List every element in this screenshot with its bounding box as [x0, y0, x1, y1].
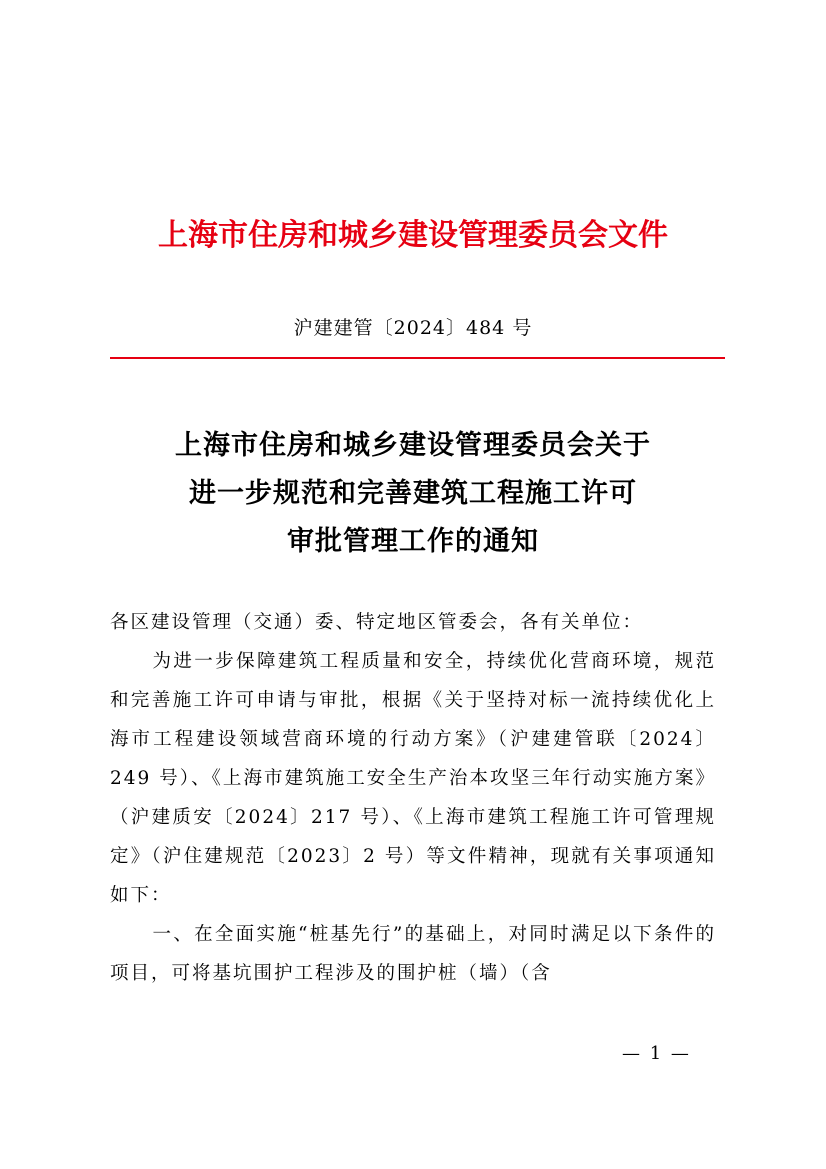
- body-paragraph-2: 一、在全面实施“桩基先行”的基础上，对同时满足以下条件的项目，可将基坑围护工程涉及的围护桩（墙）（含: [110, 924, 716, 984]
- title-line-1: 上海市住房和城乡建设管理委员会关于: [175, 430, 651, 461]
- salutation: 各区建设管理（交通）委、特定地区管委会，各有关单位：: [110, 612, 644, 633]
- document-body: [110, 603, 716, 993]
- document-masthead: 上海市住房和城乡建设管理委员会文件: [158, 218, 668, 253]
- page-number: — 1 —: [622, 1043, 691, 1064]
- body-paragraph-1: 为进一步保障建筑工程质量和安全，持续优化营商环境，规范和完善施工许可申请与审批，根据《关于坚持对标一流持续优化上海市工程建设领域营商环境的行动方案》（沪建建管联〔2024〕249 号）、《上海市建筑施工安全生产治本攻坚三年行动实施方案》（沪建质安〔2024〕217 号）、《上海市建筑工程施工许可管理规定》（沪住建规范〔2023〕2 号）等文件精神，现就有关事项通知如下：: [110, 651, 716, 906]
- document-number: 沪建建管〔2024〕484 号: [293, 317, 533, 339]
- document-title: [0, 422, 826, 566]
- title-line-2: 进一步规范和完善建筑工程施工许可: [189, 478, 637, 509]
- title-line-3: 审批管理工作的通知: [287, 526, 539, 557]
- red-divider-line: [110, 357, 725, 359]
